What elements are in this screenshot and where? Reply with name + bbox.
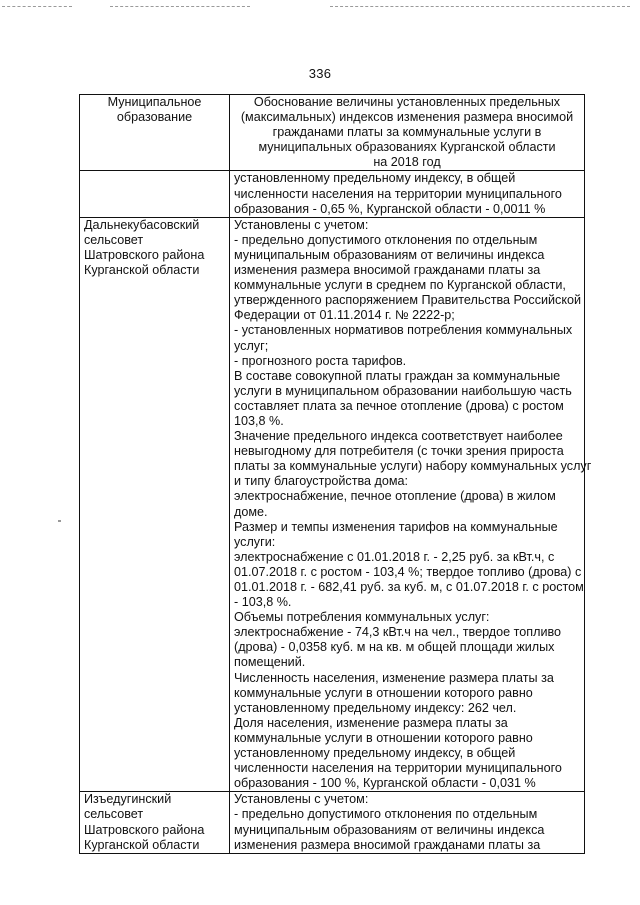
text-line: Доля населения, изменение размера платы за (234, 715, 508, 730)
text-line: - предельно допустимого отклонения по отдельным (234, 807, 538, 822)
text-line: Установлены с учетом: (234, 217, 369, 232)
municipality-line: сельсовет (84, 807, 144, 822)
text-line: помещений. (234, 655, 306, 670)
text-line: коммунальные услуги в отношении которого равно (234, 730, 533, 745)
text-line: и типу благоустройства дома: (234, 474, 409, 489)
text-line: коммунальные услуги в отношении которого равно (234, 685, 533, 700)
text-line: электроснабжение, печное отопление (дрова) в жилом (234, 489, 556, 504)
header-justification (230, 95, 585, 171)
text-line: Значение предельного индекса соответствует наиболее (234, 429, 563, 444)
text-line: численности населения на территории муниципального (234, 761, 562, 776)
scan-edge-line (2, 6, 72, 7)
municipality-cell (80, 792, 230, 853)
header-text-line: Муниципальное (107, 95, 202, 109)
justification-cell (230, 792, 585, 853)
text-line: Численность населения, изменение размера платы за (234, 670, 554, 685)
text-line: установленному предельному индексу, в общей (234, 746, 516, 761)
municipality-cell (80, 217, 230, 792)
text-line: изменения размера вносимой гражданами платы за (234, 837, 541, 852)
scan-speck (58, 520, 61, 522)
header-text-line: гражданами платы за коммунальные услуги в (272, 125, 542, 140)
justification-table (79, 94, 592, 854)
header-municipality (80, 95, 230, 171)
header-text-line: образование (116, 110, 193, 125)
text-line: 01.07.2018 г. с ростом - 103,4 %; твердое топливо (дрова) с (234, 564, 582, 579)
text-line: В составе совокупной платы граждан за коммунальные (234, 368, 561, 383)
text-line: электроснабжение - 74,3 кВт.ч на чел., твердое топливо (234, 625, 562, 640)
text-line: (дрова) - 0,0358 куб. м на кв. м общей площади жилых (234, 640, 555, 655)
text-line: невыгодному для потребителя (с точки зрения прироста (234, 444, 564, 459)
table-row (80, 217, 585, 792)
text-line: изменения размера вносимой гражданами платы за (234, 263, 541, 278)
table-row (80, 171, 585, 217)
municipality-line: Шатровского района (84, 822, 205, 837)
text-line: - установленных нормативов потребления коммунальных (234, 323, 573, 338)
justification-cell (230, 217, 592, 792)
header-text-line: (максимальных) индексов изменения размера вносимой (240, 110, 574, 125)
justification-cell (230, 171, 585, 217)
scan-edge-line (110, 6, 250, 7)
text-line: 01.01.2018 г. - 682,41 руб. за куб. м, с 01.07.2018 г. с ростом (234, 580, 584, 594)
municipality-line: сельсовет (84, 232, 144, 247)
text-line: - 103,8 %. (234, 595, 292, 610)
text-line: Установлены с учетом: (234, 792, 369, 807)
text-line: образования - 0,65 %, Курганской области - 0,0011 % (234, 201, 546, 216)
text-line: услуг; (234, 338, 269, 353)
header-text-line: Обоснование величины установленных предельных (253, 95, 561, 109)
text-line: составляет плата за печное отопление (дрова) с ростом (234, 398, 564, 413)
text-line: муниципальным образованиям от величины индекса (234, 822, 545, 837)
municipality-line: Курганской области (84, 263, 200, 278)
text-line: услуги в муниципальном образовании наибольшую часть (234, 383, 572, 398)
header-text-line: муниципальных образованиях Курганской области (258, 140, 556, 155)
header-text-line: на 2018 год (373, 155, 441, 170)
table-row (80, 792, 585, 853)
municipality-cell (80, 171, 230, 217)
text-line: Размер и темпы изменения тарифов на коммунальные (234, 519, 558, 534)
text-line: коммунальные услуги в среднем по Курганской области, (234, 278, 566, 293)
text-line: услуги: (234, 534, 276, 549)
text-line: образования - 100 %, Курганской области - 0,031 % (234, 776, 536, 791)
table-header-row (80, 95, 585, 171)
text-line: утвержденного распоряжением Правительства Российской (234, 293, 582, 308)
text-line: 103,8 %. (234, 413, 284, 428)
text-line: платы за коммунальные услуги) набору коммунальных услуг (234, 459, 592, 474)
text-line: установленному предельному индексу: 262 чел. (234, 700, 517, 715)
text-line: Федерации от 01.11.2014 г. № 2222-р; (234, 308, 455, 323)
scan-edge-line (330, 6, 630, 7)
text-line: доме. (234, 504, 268, 519)
municipality-line: Дальнекубасовский (84, 217, 200, 232)
text-line: электроснабжение с 01.01.2018 г. - 2,25 руб. за кВт.ч, с (234, 549, 555, 564)
page-number: 336 (308, 66, 332, 81)
municipality-line: Курганской области (84, 837, 200, 852)
text-line: - предельно допустимого отклонения по отдельным (234, 232, 538, 247)
text-line: установленному предельному индексу, в общей (234, 171, 516, 186)
municipality-line: Шатровского района (84, 247, 205, 262)
text-line: муниципальным образованиям от величины индекса (234, 247, 545, 262)
text-line: численности населения на территории муниципального (234, 186, 562, 201)
text-line: Объемы потребления коммунальных услуг: (234, 610, 490, 625)
text-line: - прогнозного роста тарифов. (234, 353, 407, 368)
municipality-line: Изъедугинский (84, 792, 172, 807)
